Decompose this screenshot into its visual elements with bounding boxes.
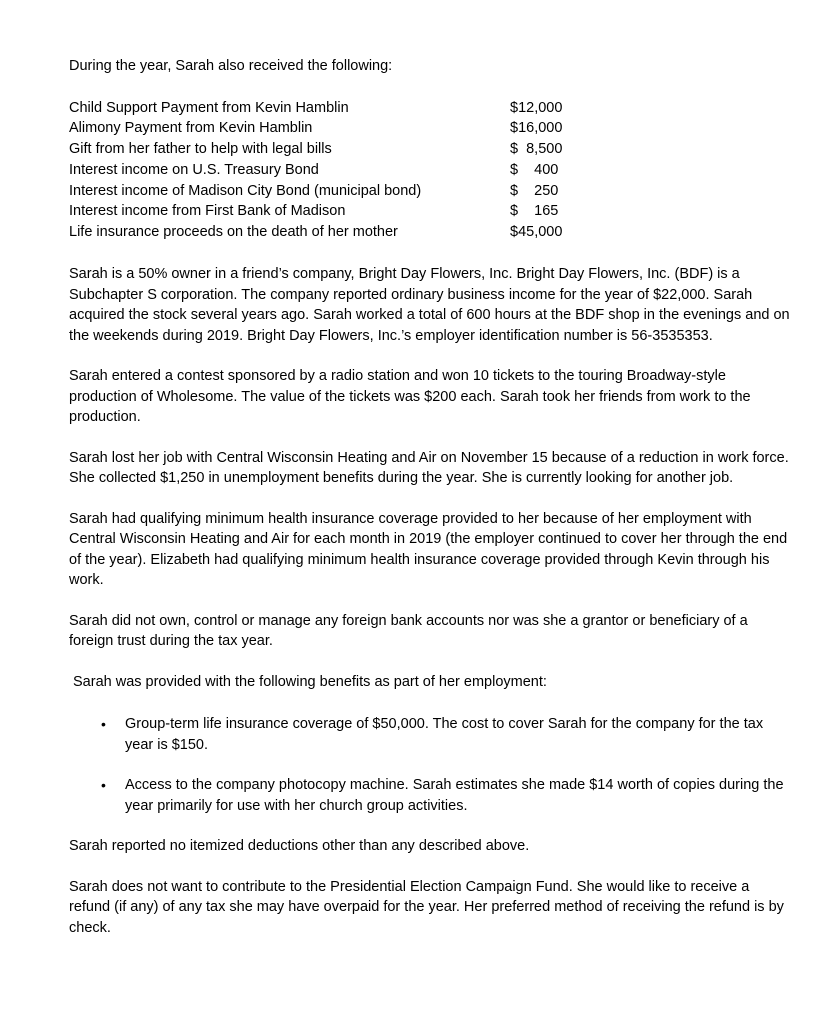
income-row — [69, 98, 589, 119]
income-label: Interest income on U.S. Treasury Bond — [69, 161, 319, 178]
income-value: $ 165 — [510, 203, 559, 220]
benefits-list — [69, 714, 793, 816]
contest-paragraph: Sarah entered a contest sponsored by a radio station and won 10 tickets to the touring Broadway-style production of Wholesome. The value of the tickets was $200 each. Sarah took her friends from work to the production. — [69, 368, 751, 426]
income-table — [69, 98, 589, 244]
income-row — [69, 201, 589, 222]
bullet-icon: • — [101, 777, 106, 794]
foreign-paragraph: Sarah did not own, control or manage any foreign bank accounts nor was she a grantor or beneficiary of a foreign trust during the tax year. — [69, 612, 748, 650]
benefit-text: Access to the company photocopy machine. Sarah estimates she made $14 worth of copies during the year primarily for use with her church group activities. — [125, 777, 784, 814]
list-item — [69, 714, 793, 755]
income-row — [69, 160, 589, 181]
income-value: $12,000 — [510, 99, 563, 116]
income-label: Interest income from First Bank of Madison — [69, 203, 346, 220]
campaign-paragraph: Sarah does not want to contribute to the Presidential Election Campaign Fund. She would like to receive a refund (if any) of any tax she may have overpaid for the year. Her preferred method of receiving the refund is by check. — [69, 878, 784, 936]
income-value: $ 250 — [510, 182, 559, 199]
income-value: $ 400 — [510, 161, 559, 178]
benefit-text: Group-term life insurance coverage of $50,000. The cost to cover Sarah for the company for the tax year is $150. — [125, 716, 764, 753]
benefits-intro: Sarah was provided with the following benefits as part of her employment: — [73, 673, 547, 690]
income-row — [69, 139, 589, 160]
income-value: $16,000 — [510, 120, 563, 137]
income-label: Interest income of Madison City Bond (municipal bond) — [69, 182, 422, 199]
intro-text: During the year, Sarah also received the following: — [69, 58, 393, 74]
health-paragraph: Sarah had qualifying minimum health insurance coverage provided to her because of her employment with Central Wisconsin Heating and Air for each month in 2019 (the employer continued to cover her through the end of the year). Elizabeth had qualifying minimum health insurance coverage provided through Kevin through his work. — [69, 510, 788, 589]
bullet-icon: • — [101, 716, 106, 733]
income-value: $ 8,500 — [510, 141, 563, 158]
income-label: Gift from her father to help with legal bills — [69, 141, 332, 158]
income-value: $45,000 — [510, 224, 563, 241]
income-row — [69, 222, 589, 243]
income-label: Child Support Payment from Kevin Hamblin — [69, 99, 349, 116]
job-loss-paragraph: Sarah lost her job with Central Wisconsin Heating and Air on November 15 because of a reduction in work force. She collected $1,250 in unemployment benefits during the year. She is currently looking for another job. — [69, 449, 789, 487]
income-row — [69, 118, 589, 139]
bdf-paragraph: Sarah is a 50% owner in a friend’s company, Bright Day Flowers, Inc. Bright Day Flowers, Inc. (BDF) is a Subchapter S corporation. The company reported ordinary business income for the year of $22,000. Sarah acquired the stock several years ago. Sarah worked a total of 600 hours at the BDF shop in the evenings and on the weekends during 2019. Bright Day Flowers, Inc.’s employer identification number is 56-3535353. — [69, 266, 790, 344]
income-row — [69, 181, 589, 202]
income-label: Alimony Payment from Kevin Hamblin — [69, 120, 313, 137]
itemized-paragraph: Sarah reported no itemized deductions other than any described above. — [69, 838, 530, 855]
document-page — [69, 56, 793, 938]
income-label: Life insurance proceeds on the death of her mother — [69, 224, 398, 241]
list-item — [69, 775, 793, 816]
